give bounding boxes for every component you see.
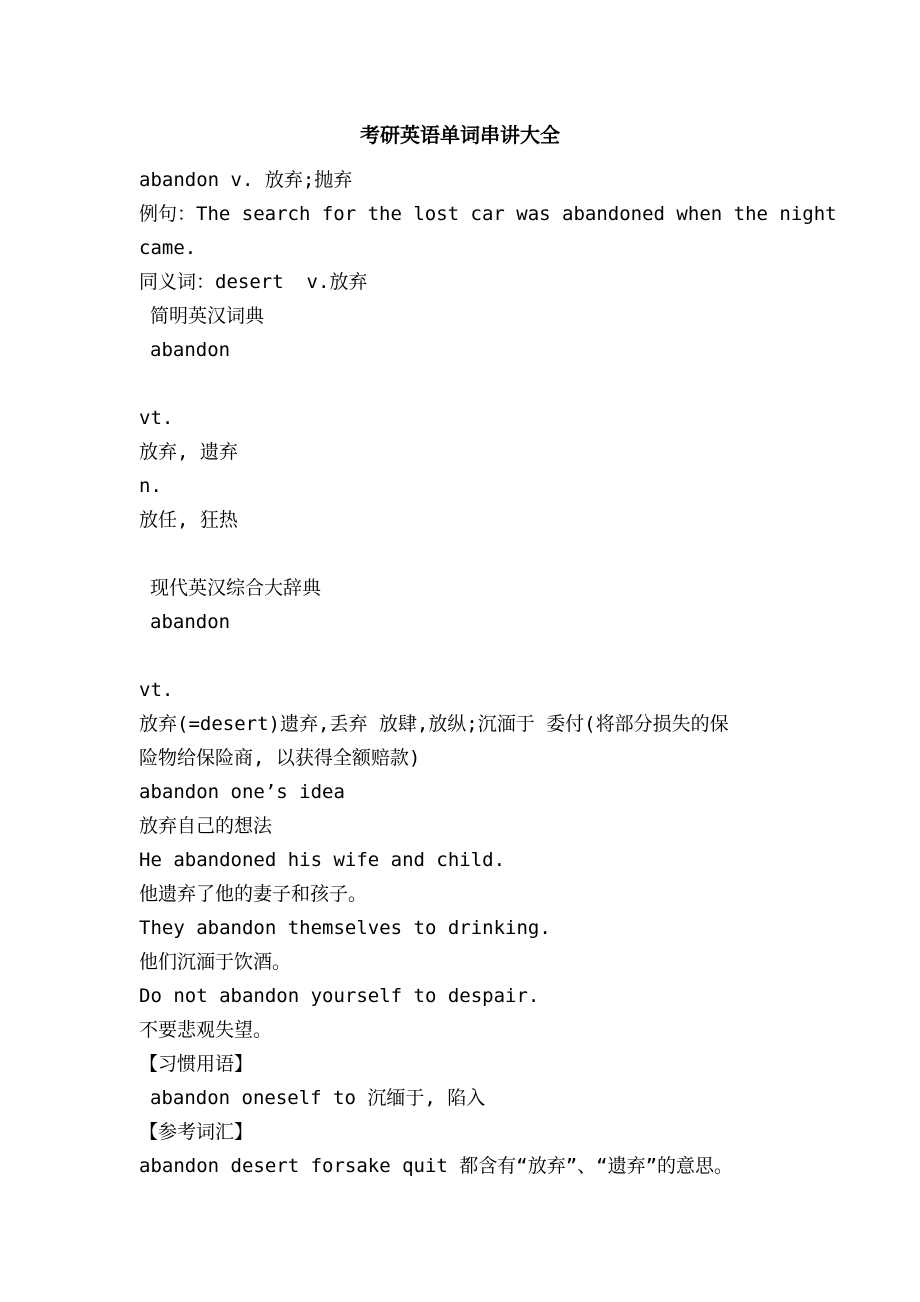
dictionary-name: 简明英汉词典 (150, 305, 265, 327)
example-sentence: They abandon themselves to drinking. (139, 917, 551, 939)
definition-line: 放弃(=desert)遗弃,丢弃 放肆,放纵;沉湎于 委付(将部分损失的保 (139, 713, 729, 735)
headword: abandon (150, 339, 231, 361)
text-line: abandon desert forsake quit 都含有“放弃”、“遗弃”的意思。 (139, 1155, 734, 1177)
headword: abandon (150, 611, 231, 633)
definition-line: 险物给保险商, 以获得全额赔款) (139, 747, 421, 769)
blank-line (139, 639, 819, 673)
part-of-speech: vt. (139, 407, 174, 429)
document-title: 考研英语单词串讲大全 (360, 123, 560, 147)
text-line: 例句：The search for the lost car was abandoned when the night (139, 203, 837, 225)
section-heading: 【参考词汇】 (139, 1121, 254, 1143)
definition-line: 放弃, 遗弃 (139, 441, 238, 463)
section-heading: 【习惯用语】 (139, 1053, 254, 1075)
blank-line (139, 537, 819, 571)
example-translation: 他遗弃了他的妻子和孩子。 (139, 883, 368, 905)
example-translation: 不要悲观失望。 (139, 1019, 273, 1041)
definition-line: 放任, 狂热 (139, 509, 238, 531)
example-translation: 他们沉湎于饮酒。 (139, 951, 292, 973)
document-body (139, 163, 837, 1183)
dictionary-name: 现代英汉综合大辞典 (150, 577, 322, 599)
idiom-line: abandon oneself to 沉缅于, 陷入 (150, 1087, 486, 1109)
example-translation: 放弃自己的想法 (139, 815, 273, 837)
example-sentence: Do not abandon yourself to despair. (139, 985, 540, 1007)
text-line: came. (139, 237, 197, 259)
part-of-speech: n. (139, 475, 162, 497)
text-line: 同义词：desert v.放弃 (139, 271, 368, 293)
example-sentence: He abandoned his wife and child. (139, 849, 506, 871)
example-sentence: abandon one’s idea (139, 781, 345, 803)
part-of-speech: vt. (139, 679, 174, 701)
blank-line (139, 367, 819, 401)
text-line: abandon v. 放弃;抛弃 (139, 169, 353, 191)
